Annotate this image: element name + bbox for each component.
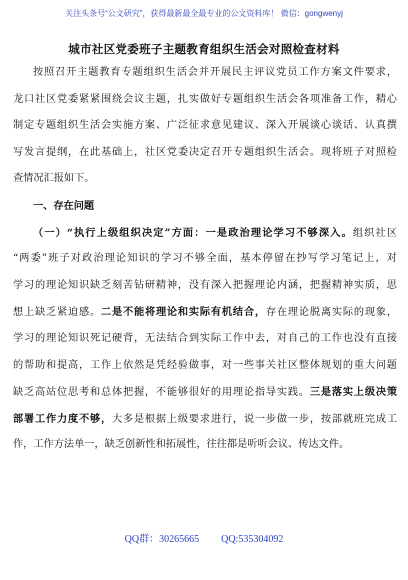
- paragraph-text: 组织社区: [352, 227, 397, 239]
- qq-group-number: QQ群：30265665: [124, 534, 200, 545]
- paragraph-text: 存在理论脱离实际的现象，: [265, 307, 397, 319]
- point-heading: 三是落实上级决策: [309, 386, 397, 399]
- paragraph-line: [13, 220, 397, 247]
- paragraph-text: 想上缺乏紧迫感。: [13, 307, 101, 319]
- paragraph-text: 缺乏高站位思考和总体把握，不能够很好的用理论指导实践。: [13, 387, 310, 399]
- point-heading: 二是不能将理论和实际有机结合，: [100, 306, 266, 319]
- paragraph-line: 龙口社区党委紧紧围绕会议主题，扎实做好专题组织生活会各项准备工作，精心: [13, 93, 397, 105]
- promo-banner: 关注头条号“公文研究”，获得最新最全最专业的公文资料库！ 微信：gongwenyj: [65, 9, 343, 18]
- point-heading: 一是政治理论学习不够深入。: [205, 226, 353, 239]
- paragraph-line: 学习的理论知识缺乏刻苦钻研精神，没有深入把握理论内涵，把握精神实质，思: [13, 279, 397, 291]
- section-heading: 一、存在问题: [33, 199, 95, 212]
- paragraph-line: [13, 379, 397, 406]
- document-title: 城市社区党委班子主题教育组织生活会对照检查材料: [68, 42, 340, 56]
- contact-footer: [0, 530, 408, 545]
- paragraph-line: [13, 406, 397, 433]
- paragraph-line: 制定专题组织生活会实施方案、广泛征求意见建议、深入开展谈心谈话、认真撰: [13, 120, 397, 132]
- paragraph-line: 写发言提纲，在此基础上，社区党委决定召开专题组织生活会。现将班子对照检: [13, 146, 397, 158]
- paragraph-line: 按照召开主题教育专题组织生活会并开展民主评议党员工作方案文件要求，: [33, 67, 397, 78]
- paragraph-line: 学习的理论知识死记硬背，无法结合到实际工作中去，对自己的工作也没有直接: [13, 332, 397, 344]
- paragraph-line: [13, 299, 397, 326]
- subsection-heading: （一）“执行上级组织决定”方面：: [33, 226, 206, 239]
- paragraph-text: 大多是根据上级要求进行，说一步做一步，按部就班完成工: [111, 413, 397, 425]
- paragraph-line: 作，工作方法单一，缺乏创新性和拓展性，往往都是听听会议、传达文件。: [13, 439, 350, 451]
- document-body: [13, 60, 397, 459]
- point-heading: 部署工作力度不够，: [13, 412, 112, 425]
- paragraph-line: 的帮助和提高，工作上依然是凭经验做事，对一些事关社区整体规划的重大问题: [13, 359, 397, 371]
- qq-number: QQ:535304092: [221, 534, 284, 545]
- paragraph-line: “两委”班子对政治理论知识的学习不够全面，基本停留在抄写学习笔记上，对: [13, 253, 397, 265]
- paragraph-line: 查情况汇报如下。: [13, 173, 95, 185]
